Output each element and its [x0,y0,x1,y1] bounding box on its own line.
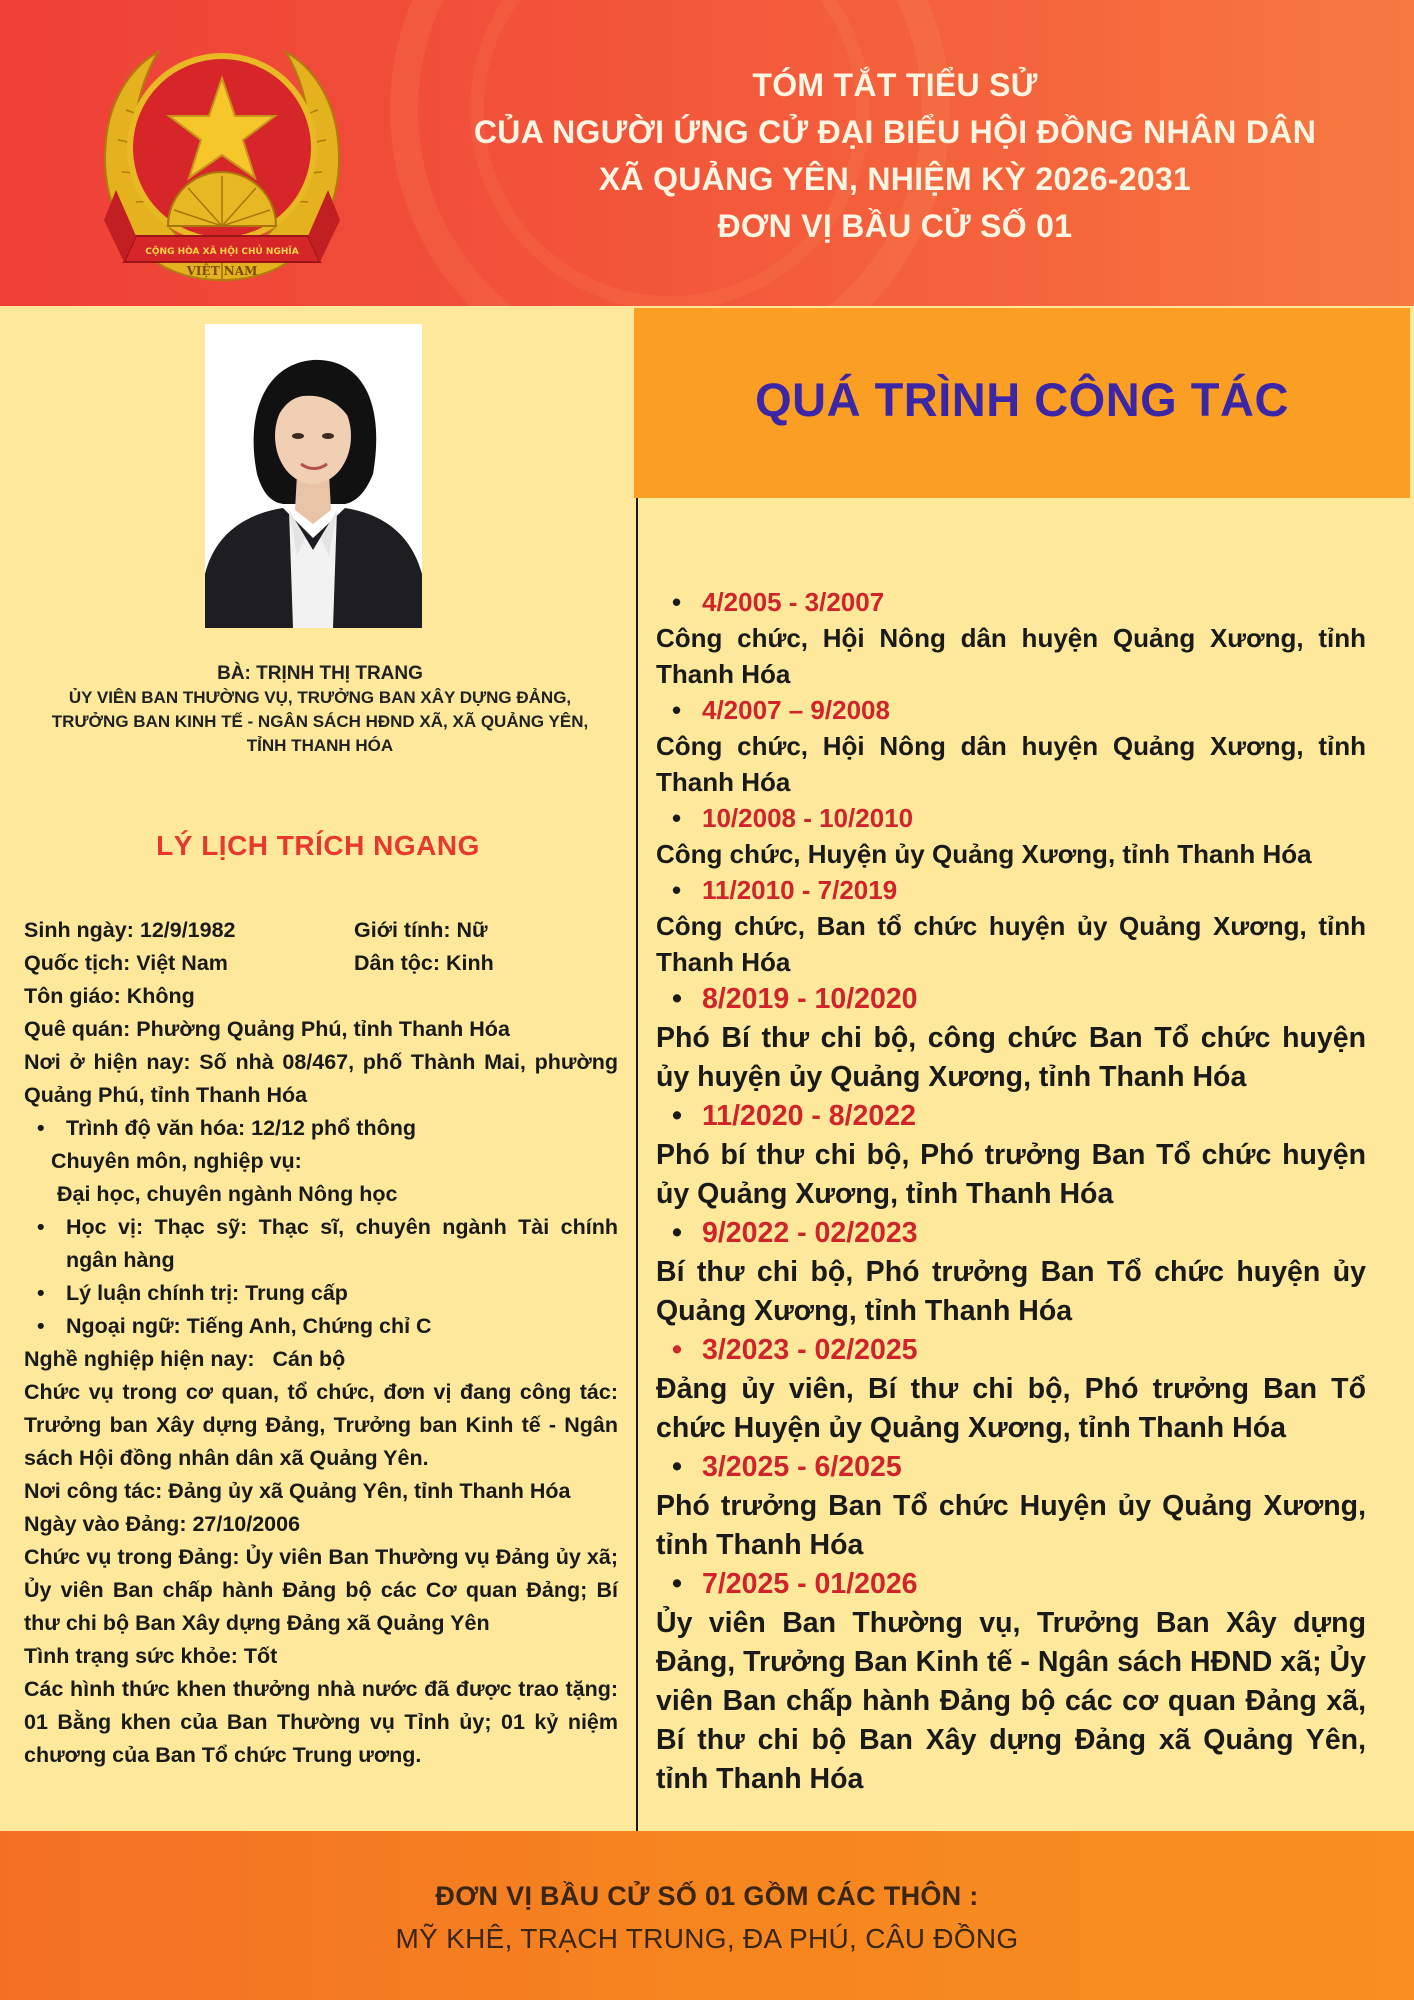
bio-row-birth-gender [24,914,618,947]
bio-birth: Sinh ngày: 12/9/1982 [24,918,236,942]
timeline-desc: Ủy viên Ban Thường vụ, Trưởng Ban Xây dựng Đảng, Trưởng Ban Kinh tế - Ngân sách HĐND xã; Ủy viên Ban chấp hành Đảng bộ các cơ quan Đảng xã, Bí thư chi bộ Ban Xây dựng Đảng xã Quảng Yên, tỉnh Thanh Hóa [656,1607,1366,1795]
timeline-item [656,1097,1366,1214]
timeline-date: • 3/2025 - 6/2025 [656,1448,1366,1487]
timeline-date: • 10/2008 - 10/2010 [656,800,1366,836]
timeline-desc: Bí thư chi bộ, Phó trưởng Ban Tổ chức huyện ủy Quảng Xương, tỉnh Thanh Hóa [656,1256,1366,1327]
bio-nationality: Quốc tịch: Việt Nam [24,951,228,975]
header-line-1: TÓM TẮT TIỂU SỬ [752,67,1038,103]
timeline-desc: Phó trưởng Ban Tổ chức Huyện ủy Quảng Xương, tỉnh Thanh Hóa [656,1490,1366,1561]
timeline-item [656,980,1366,1097]
bio-residence: Nơi ở hiện nay: Số nhà 08/467, phố Thành Mai, phường Quảng Phú, tỉnh Thanh Hóa [24,1050,618,1107]
column-divider [636,496,638,1831]
candidate-title-line-3: TỈNH THANH HÓA [246,736,394,755]
timeline-item [656,1331,1366,1448]
timeline-desc: Công chức, Hội Nông dân huyện Quảng Xương, tỉnh Thanh Hóa [656,623,1366,689]
timeline-item [656,1448,1366,1565]
timeline-date: • 11/2010 - 7/2019 [656,872,1366,908]
timeline-item [656,584,1366,692]
bio-ethnicity: Dân tộc: Kinh [354,951,494,975]
bio-health: Tình trạng sức khỏe: Tốt [24,1644,278,1668]
timeline-item [656,872,1366,980]
bio-awards: Các hình thức khen thưởng nhà nước đã được trao tặng: 01 Bằng khen của Ban Thường vụ Tỉnh ủy; 01 kỷ niệm chương của Ban Tổ chức Trung ương. [24,1677,618,1767]
timeline-desc: Công chức, Hội Nông dân huyện Quảng Xương, tỉnh Thanh Hóa [656,731,1366,797]
timeline-item [656,1214,1366,1331]
bio-religion: Tôn giáo: Không [24,984,195,1008]
footer-line-1: ĐƠN VỊ BẦU CỬ SỐ 01 GỒM CÁC THÔN : [435,1881,979,1911]
timeline-desc: Phó Bí thư chi bộ, công chức Ban Tổ chức huyện ủy huyện ủy Quảng Xương, tỉnh Thanh Hóa [656,1022,1366,1093]
bio-specialty: Đại học, chuyên ngành Nông học [57,1182,398,1206]
timeline-item [656,1565,1366,1799]
career-timeline [656,584,1366,1799]
bio-heading: LÝ LỊCH TRÍCH NGANG [156,830,480,861]
bio-list-education [24,1112,618,1145]
timeline-date: • 8/2019 - 10/2020 [656,980,1366,1019]
header-line-4: ĐƠN VỊ BẦU CỬ SỐ 01 [717,208,1073,244]
portrait-icon [205,324,422,628]
bio-specialty-label: Chuyên môn, nghiệp vụ: [51,1149,302,1173]
bio-education: • Trình độ văn hóa: 12/12 phổ thông [24,1112,618,1145]
timeline-item [656,800,1366,872]
timeline-date: • 9/2022 - 02/2023 [656,1214,1366,1253]
candidate-photo [205,324,422,628]
timeline-date: • 11/2020 - 8/2022 [656,1097,1366,1136]
header-banner [0,0,1414,306]
bio-hometown: Quê quán: Phường Quảng Phú, tỉnh Thanh Hóa [24,1017,510,1041]
bio-politics: • Lý luận chính trị: Trung cấp [24,1277,618,1310]
candidate-caption [20,662,620,758]
footer-banner [0,1831,1414,2000]
bio-party-date: Ngày vào Đảng: 27/10/2006 [24,1512,301,1536]
candidate-title-line-2: TRƯỞNG BAN KINH TẾ - NGÂN SÁCH HĐND XÃ, XÃ QUẢNG YÊN, [51,712,589,731]
timeline-desc: Công chức, Huyện ủy Quảng Xương, tỉnh Thanh Hóa [656,839,1312,869]
bio-occupation: Nghề nghiệp hiện nay: Cán bộ [24,1347,346,1371]
bio-row-nationality-ethnicity [24,947,618,980]
svg-text:CỘNG HÒA XÃ HỘI CHỦ NGHĨA: CỘNG HÒA XÃ HỘI CHỦ NGHĨA [145,247,299,257]
timeline-date: • 4/2007 – 9/2008 [656,692,1366,728]
left-column [0,306,636,1831]
bio-details [24,914,618,1772]
timeline-date: • 4/2005 - 3/2007 [656,584,1366,620]
career-heading-panel [634,308,1410,498]
candidate-title-line-1: ỦY VIÊN BAN THƯỜNG VỤ, TRƯỞNG BAN XÂY DỰNG ĐẢNG, [68,688,572,707]
timeline-date: • 3/2023 - 02/2025 [656,1331,1366,1370]
bio-list-qualifications [24,1211,618,1343]
timeline-item [656,692,1366,800]
timeline-desc: Đảng ủy viên, Bí thư chi bộ, Phó trưởng Ban Tổ chức Huyện ủy Quảng Xương, tỉnh Thanh Hóa [656,1373,1366,1444]
header-line-3: XÃ QUẢNG YÊN, NHIỆM KỲ 2026-2031 [598,161,1192,197]
bio-degree: • Học vị: Thạc sỹ: Thạc sĩ, chuyên ngành Tài chính ngân hàng [24,1211,618,1277]
bio-party-position: Chức vụ trong Đảng: Ủy viên Ban Thường vụ Đảng ủy xã; Ủy viên Ban chấp hành Đảng bộ các Cơ quan Đảng; Bí thư chi bộ Ban Xây dựng Đảng xã Quảng Yên [24,1545,618,1635]
header-line-2: CỦA NGƯỜI ỨNG CỬ ĐẠI BIỂU HỘI ĐỒNG NHÂN DÂN [473,114,1317,150]
timeline-desc: Phó bí thư chi bộ, Phó trưởng Ban Tổ chức huyện ủy Quảng Xương, tỉnh Thanh Hóa [656,1139,1366,1210]
timeline-desc: Công chức, Ban tổ chức huyện ủy Quảng Xương, tỉnh Thanh Hóa [656,911,1366,977]
bio-position: Chức vụ trong cơ quan, tổ chức, đơn vị đang công tác: Trưởng ban Xây dựng Đảng, Trưởng ban Kinh tế - Ngân sách Hội đồng nhân dân xã Quảng Yên. [24,1380,618,1470]
bio-gender: Giới tính: Nữ [354,918,488,942]
header-title [420,62,1370,250]
bio-workplace: Nơi công tác: Đảng ủy xã Quảng Yên, tỉnh Thanh Hóa [24,1479,571,1503]
career-heading: QUÁ TRÌNH CÔNG TÁC [755,373,1289,426]
timeline-date: • 7/2025 - 01/2026 [656,1565,1366,1604]
svg-text:VIỆT NAM: VIỆT NAM [186,264,258,278]
national-emblem-icon [96,30,348,288]
candidate-name: BÀ: TRỊNH THỊ TRANG [217,663,423,684]
footer-line-2: MỸ KHÊ, TRẠCH TRUNG, ĐA PHÚ, CÂU ĐỒNG [395,1923,1019,1954]
bio-language: • Ngoại ngữ: Tiếng Anh, Chứng chỉ C [24,1310,618,1343]
